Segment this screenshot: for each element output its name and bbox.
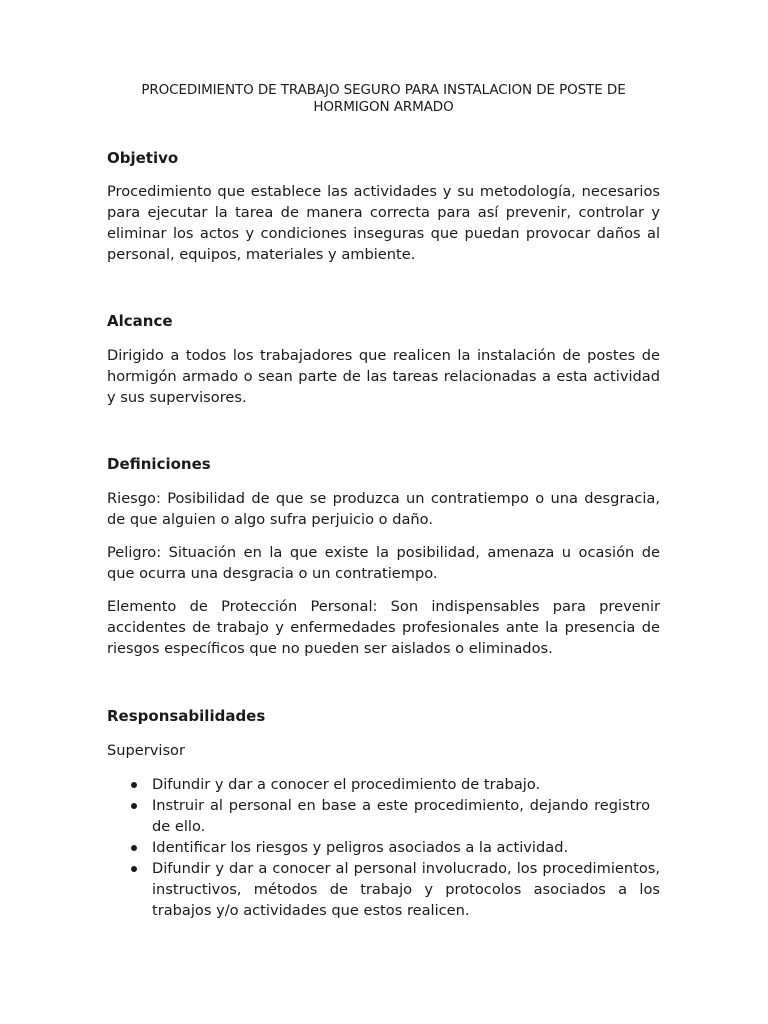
- list-item-text: Difundir y dar a conocer al personal involucrado, los procedimientos, instructivos, métodos de trabajo y protocolos asociados a los trabajos y/o actividades que estos realicen.: [152, 860, 660, 919]
- list-item: [107, 795, 660, 837]
- supervisor-responsibilities-list: [107, 774, 660, 921]
- objetivo-paragraph: Procedimiento que establece las actividades y su metodología, necesarios para ejecutar la tarea de manera correcta para así prevenir, controlar y eliminar los actos y condiciones inseguras que puedan provocar daños al personal, equipos, materiales y ambiente.: [107, 183, 660, 263]
- document-title: PROCEDIMIENTO DE TRABAJO SEGURO PARA INSTALACION DE POSTE DE HORMIGON ARMADO: [141, 82, 626, 115]
- list-item: [107, 858, 660, 921]
- definicion-riesgo: Riesgo: Posibilidad de que se produzca un contratiempo o una desgracia, de que alguien o algo sufra perjuicio o daño.: [107, 490, 660, 528]
- section-heading-alcance: Alcance: [107, 312, 173, 330]
- bullet-icon: [131, 866, 137, 872]
- list-item-text: Identificar los riesgos y peligros asociados a la actividad.: [152, 839, 569, 856]
- subheading-supervisor: Supervisor: [107, 742, 185, 759]
- bullet-icon: [131, 845, 137, 851]
- section-heading-responsabilidades: Responsabilidades: [107, 707, 266, 725]
- bullet-icon: [131, 803, 137, 809]
- definicion-epp: Elemento de Protección Personal: Son indispensables para prevenir accidentes de trabajo y enfermedades profesionales ante la presencia de riesgos específicos que no pueden ser aislados o eliminados.: [107, 598, 660, 657]
- bullet-icon: [131, 782, 137, 788]
- list-item-text: Difundir y dar a conocer el procedimiento de trabajo.: [152, 776, 541, 793]
- alcance-paragraph: Dirigido a todos los trabajadores que realicen la instalación de postes de hormigón armado o sean parte de las tareas relacionadas a esta actividad y sus supervisores.: [107, 347, 660, 406]
- list-item: [107, 837, 660, 858]
- section-heading-definiciones: Definiciones: [107, 455, 211, 473]
- section-heading-objetivo: Objetivo: [107, 149, 179, 167]
- definicion-peligro: Peligro: Situación en la que existe la posibilidad, amenaza u ocasión de que ocurra una desgracia o un contratiempo.: [107, 544, 660, 582]
- list-item-text: Instruir al personal en base a este procedimiento, dejando registro de ello.: [152, 797, 650, 835]
- list-item: [107, 774, 660, 795]
